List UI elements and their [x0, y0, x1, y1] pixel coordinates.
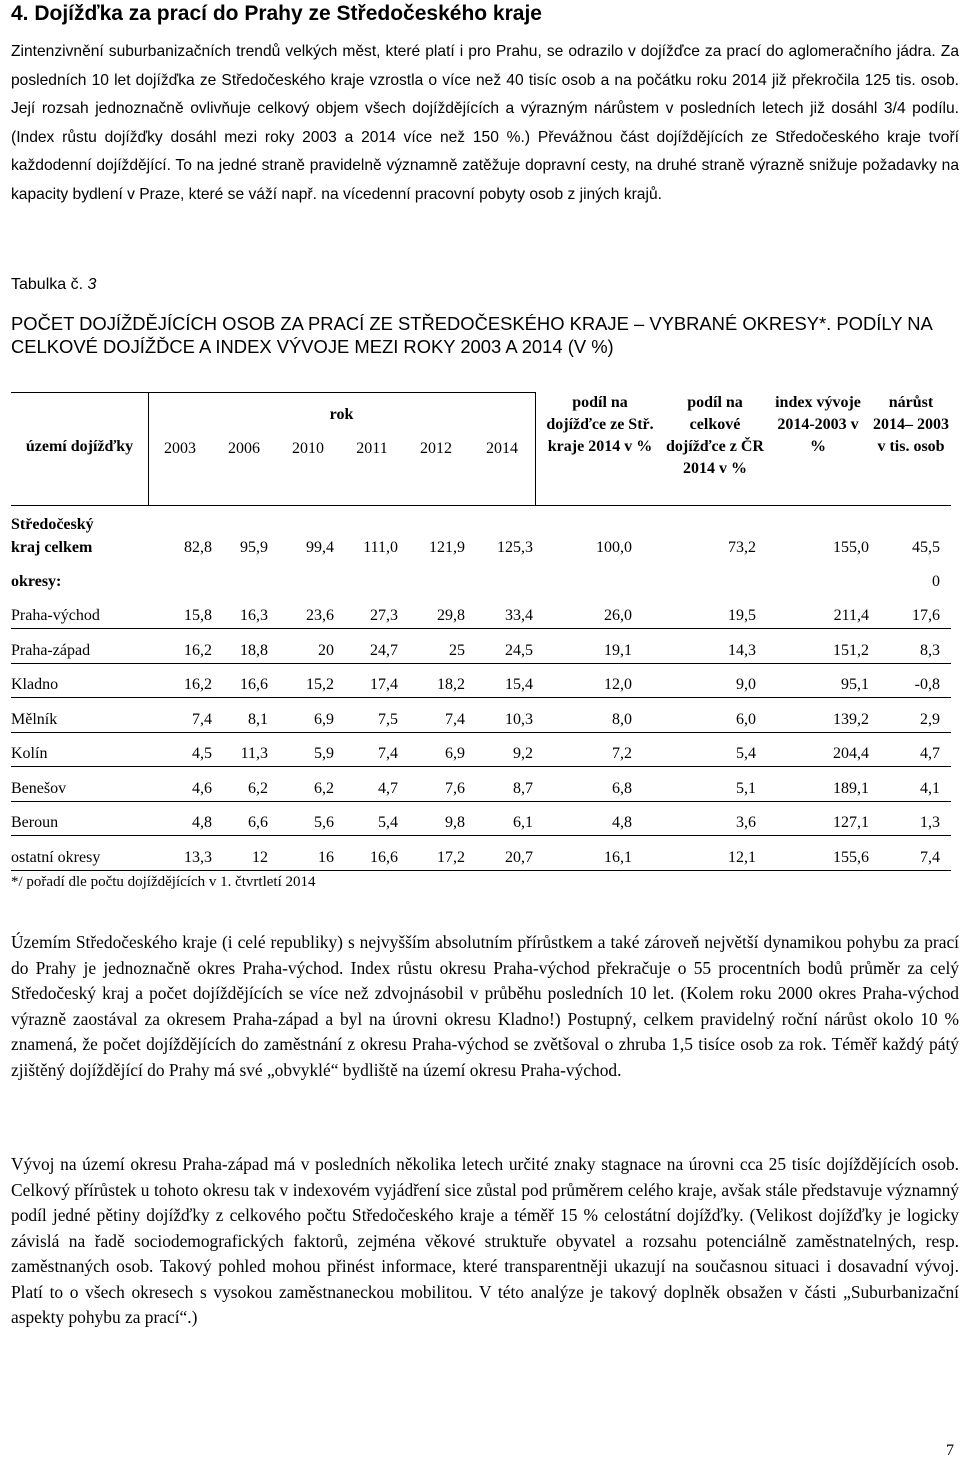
- header-year: 2006: [228, 440, 260, 457]
- table-row-label: Kladno: [11, 676, 59, 693]
- table-cell: 4,8: [612, 814, 632, 831]
- table-cell: 15,8: [184, 607, 212, 624]
- table-cell: 125,3: [497, 539, 533, 556]
- table-cell: 5,9: [314, 745, 334, 762]
- table-cell: 29,8: [437, 607, 465, 624]
- table-cell: 4,7: [378, 780, 398, 797]
- table-cell: 26,0: [604, 607, 632, 624]
- table-cell: 4,6: [192, 780, 212, 797]
- table-cell: 24,7: [370, 642, 398, 659]
- table-cell: 6,0: [736, 711, 756, 728]
- table-cell: 6,1: [513, 814, 533, 831]
- table-cell: 5,1: [736, 780, 756, 797]
- table-cell: 8,1: [248, 711, 268, 728]
- table-cell: 4,8: [192, 814, 212, 831]
- header-year: 2003: [164, 440, 196, 457]
- table-cell: 16,2: [184, 676, 212, 693]
- table-cell: 20: [318, 642, 334, 659]
- table-cell: 16: [318, 849, 334, 866]
- table-cell: 204,4: [833, 745, 869, 762]
- header-share-region: podíl na dojížďce ze Stř. kraje 2014 v %: [546, 394, 654, 455]
- table-cell: 16,6: [370, 849, 398, 866]
- table-cell: 155,0: [833, 539, 869, 556]
- page-number: 7: [946, 1442, 954, 1459]
- table-cell: 99,4: [306, 539, 334, 556]
- header-year: 2012: [420, 440, 452, 457]
- table-cell: 7,5: [378, 711, 398, 728]
- districts-trailing-value: 0: [932, 573, 940, 590]
- districts-label: okresy:: [11, 573, 62, 590]
- table-row-rule: [11, 628, 951, 629]
- table-cell: -0,8: [914, 676, 940, 693]
- table-cell: 5,6: [314, 814, 334, 831]
- table-row-rule: [11, 766, 951, 767]
- table-title: POČET DOJÍŽDĚJÍCÍCH OSOB ZA PRACÍ ZE STŘEDOČESKÉHO KRAJE – VYBRANÉ OKRESY*. PODÍLY NA CELKOVÉ DOJÍŽĎCE A INDEX VÝVOJE MEZI ROKY 2003 A 2014 (V %): [11, 313, 932, 357]
- header-territory: území dojížďky: [25, 438, 134, 455]
- table-cell: 19,1: [604, 642, 632, 659]
- table-cell: 13,3: [184, 849, 212, 866]
- table-cell: 16,1: [604, 849, 632, 866]
- table-cell: 17,2: [437, 849, 465, 866]
- table-top-rule: [11, 392, 535, 393]
- total-row-label-line2: kraj celkem: [11, 539, 93, 556]
- table-cell: 16,6: [240, 676, 268, 693]
- table-cell: 7,4: [920, 849, 940, 866]
- table-cell: 7,4: [192, 711, 212, 728]
- table-cell: 155,6: [833, 849, 869, 866]
- header-year: 2014: [486, 440, 518, 457]
- table-cell: 5,4: [378, 814, 398, 831]
- table-cell: 8,3: [920, 642, 940, 659]
- table-cell: 6,2: [314, 780, 334, 797]
- table-cell: 12: [252, 849, 268, 866]
- table-cell: 17,6: [912, 607, 940, 624]
- table-cell: 139,2: [833, 711, 869, 728]
- table-cell: 9,0: [736, 676, 756, 693]
- table-label-prefix: Tabulka č.: [11, 276, 88, 293]
- table-cell: 7,2: [612, 745, 632, 762]
- table-row-label: Mělník: [11, 711, 58, 728]
- table-cell: 7,4: [378, 745, 398, 762]
- table-cell: 111,0: [363, 539, 398, 556]
- table-cell: 9,2: [513, 745, 533, 762]
- table-cell: 211,4: [833, 607, 869, 624]
- table-row-rule: [11, 835, 951, 836]
- table-cell: 6,8: [612, 780, 632, 797]
- table-row-label: ostatní okresy: [11, 849, 101, 866]
- table-cell: 6,9: [445, 745, 465, 762]
- table-cell: 95,9: [240, 539, 268, 556]
- table-cell: 189,1: [833, 780, 869, 797]
- table-cell: 17,4: [370, 676, 398, 693]
- table-cell: 15,4: [505, 676, 533, 693]
- table-cell: 6,2: [248, 780, 268, 797]
- table-cell: 3,6: [736, 814, 756, 831]
- intro-paragraph: Zintenzivnění suburbanizačních trendů velkých měst, které platí i pro Prahu, se odrazilo v dojížďce za prací do aglomeračního jádra. Za posledních 10 let dojížďka ze Středočeského kraje vzrostla o více než 40 tisíc osob a na počátku roku 2014 již překročila 125 tis. osob. Její rozsah jednoznačně ovlivňuje celkový objem všech dojíždějících a výrazným nárůstem v posledních letech již dosáhl 3/4 podílu. (Index růstu dojížďky dosáhl mezi roky 2003 a 2014 více než 150 %.) Převážnou část dojíždějících ze Středočeského kraje tvoří každodenní dojíždějící. To na jedné straně pravidelně významně zatěžuje dopravní cesty, na druhé straně výrazně snižuje požadavky na kapacity bydlení v Praze, které se váží např. na vícedenní pracovní pobyty osob z jiných krajů.: [11, 43, 959, 203]
- table-cell: 14,3: [728, 642, 756, 659]
- table-cell: 10,3: [505, 711, 533, 728]
- table-row-label: Praha-východ: [11, 607, 100, 624]
- table-cell: 11,3: [240, 745, 268, 762]
- table-cell: 4,1: [920, 780, 940, 797]
- table-cell: 6,6: [248, 814, 268, 831]
- table-cell: 45,5: [912, 539, 940, 556]
- header-growth: nárůst 2014– 2003 v tis. osob: [873, 394, 949, 455]
- paragraph-3: Vývoj na území okresu Praha-západ má v posledních několika letech určité znaky stagnace na úrovni cca 25 tisíc dojíždějících osob. Celkový přírůstek u tohoto okresu tak v indexovém vyjádření sice zůstal pod průměrem celého kraje, avšak stále představuje významný podíl jedné pětiny dojížďky z celkového počtu Středočeského kraje a téměř 15 % celostátní dojížďky. (Velikost dojížďky je logicky závislá na řadě sociodemografických faktorů, zejména věkové struktuře obyvatel a rozsahu potenciálně zaměstnatelných, resp. zaměstnaných osob. Takový pohled mohou přinést informace, které transparentněji ukazují na současnou situaci i dosavadní vývoj. Platí to o všech okresech s vysokou zaměstnaneckou mobilitou. V této analýze je takový doplněk obsažen v části „Suburbanizační aspekty pohybu za prací“.): [11, 1154, 959, 1327]
- table-cell: 12,0: [604, 676, 632, 693]
- table-cell: 4,7: [920, 745, 940, 762]
- header-share-total: podíl na celkové dojížďce z ČR 2014 v %: [666, 394, 764, 477]
- section-heading: 4. Dojížďka za prací do Prahy ze Středočeského kraje: [11, 2, 542, 25]
- table-cell: 15,2: [306, 676, 334, 693]
- table-cell: 19,5: [728, 607, 756, 624]
- table-cell: 95,1: [841, 676, 869, 693]
- table-cell: 5,4: [736, 745, 756, 762]
- table-cell: 151,2: [833, 642, 869, 659]
- table-cell: 8,7: [513, 780, 533, 797]
- table-cell: 4,5: [192, 745, 212, 762]
- table-cell: 16,3: [240, 607, 268, 624]
- table-cell: 23,6: [306, 607, 334, 624]
- table-row-rule: [11, 732, 951, 733]
- header-year-group: rok: [329, 406, 354, 423]
- table-cell: 100,0: [596, 539, 632, 556]
- table-cell: 25: [449, 642, 465, 659]
- table-cell: 12,1: [728, 849, 756, 866]
- table-row-rule: [11, 663, 951, 664]
- table-cell: 2,9: [920, 711, 940, 728]
- table-cell: 6,9: [314, 711, 334, 728]
- table-cell: 27,3: [370, 607, 398, 624]
- table-row-rule: [11, 801, 951, 802]
- table-cell: 73,2: [728, 539, 756, 556]
- table-row-rule: [11, 697, 951, 698]
- header-divider-years: [535, 392, 536, 505]
- table-cell: 82,8: [184, 539, 212, 556]
- table-cell: 7,4: [445, 711, 465, 728]
- table-header-rule: [11, 505, 951, 506]
- table-cell: 9,8: [445, 814, 465, 831]
- table-row-label: Praha-západ: [11, 642, 91, 659]
- table-footnote: */ pořadí dle počtu dojíždějících v 1. čtvrtletí 2014: [11, 874, 316, 890]
- table-cell: 16,2: [184, 642, 212, 659]
- table-cell: 24,5: [505, 642, 533, 659]
- table-row-rule: [11, 870, 951, 871]
- header-index: index vývoje 2014-2003 v %: [775, 394, 861, 455]
- table-cell: 127,1: [833, 814, 869, 831]
- table-row-label: Beroun: [11, 814, 59, 831]
- header-year: 2011: [356, 440, 388, 457]
- paragraph-2: Územím Středočeského kraje (i celé republiky) s nejvyšším absolutním přírůstkem a také zároveň největší dynamikou pohybu za prací do Prahy je jednoznačně okres Praha-východ. Index růstu okresu Praha-východ překračuje o 55 procentních bodů průměr za celý Středočeský kraj a počet dojíždějících se více než zdvojnásobil v průběhu posledních 10 let. (Kolem roku 2000 okres Praha-východ výrazně zaostával za okresem Praha-západ a byl na úrovni okresu Kladno!) Postupný, celkem pravidelný roční nárůst okolo 10 % znamená, že počet dojíždějících do zaměstnání z okresu Praha-východ se zvětšoval o zhruba 1,5 tisíce osob za rok. Téměř každý pátý zjištěný dojíždějící do Prahy má své „obvyklé“ bydliště na území okresu Praha-východ.: [11, 932, 959, 1080]
- table-cell: 33,4: [505, 607, 533, 624]
- table-cell: 8,0: [612, 711, 632, 728]
- total-row-label-line1: Středočeský: [11, 516, 94, 533]
- header-year: 2010: [292, 440, 324, 457]
- table-cell: 1,3: [920, 814, 940, 831]
- table-cell: 121,9: [429, 539, 465, 556]
- table-cell: 18,8: [240, 642, 268, 659]
- table-cell: 7,6: [445, 780, 465, 797]
- table-cell: 20,7: [505, 849, 533, 866]
- table-row-label: Kolín: [11, 745, 48, 762]
- table-label-number: 3: [87, 276, 97, 293]
- table-row-label: Benešov: [11, 780, 67, 797]
- table-cell: 18,2: [437, 676, 465, 693]
